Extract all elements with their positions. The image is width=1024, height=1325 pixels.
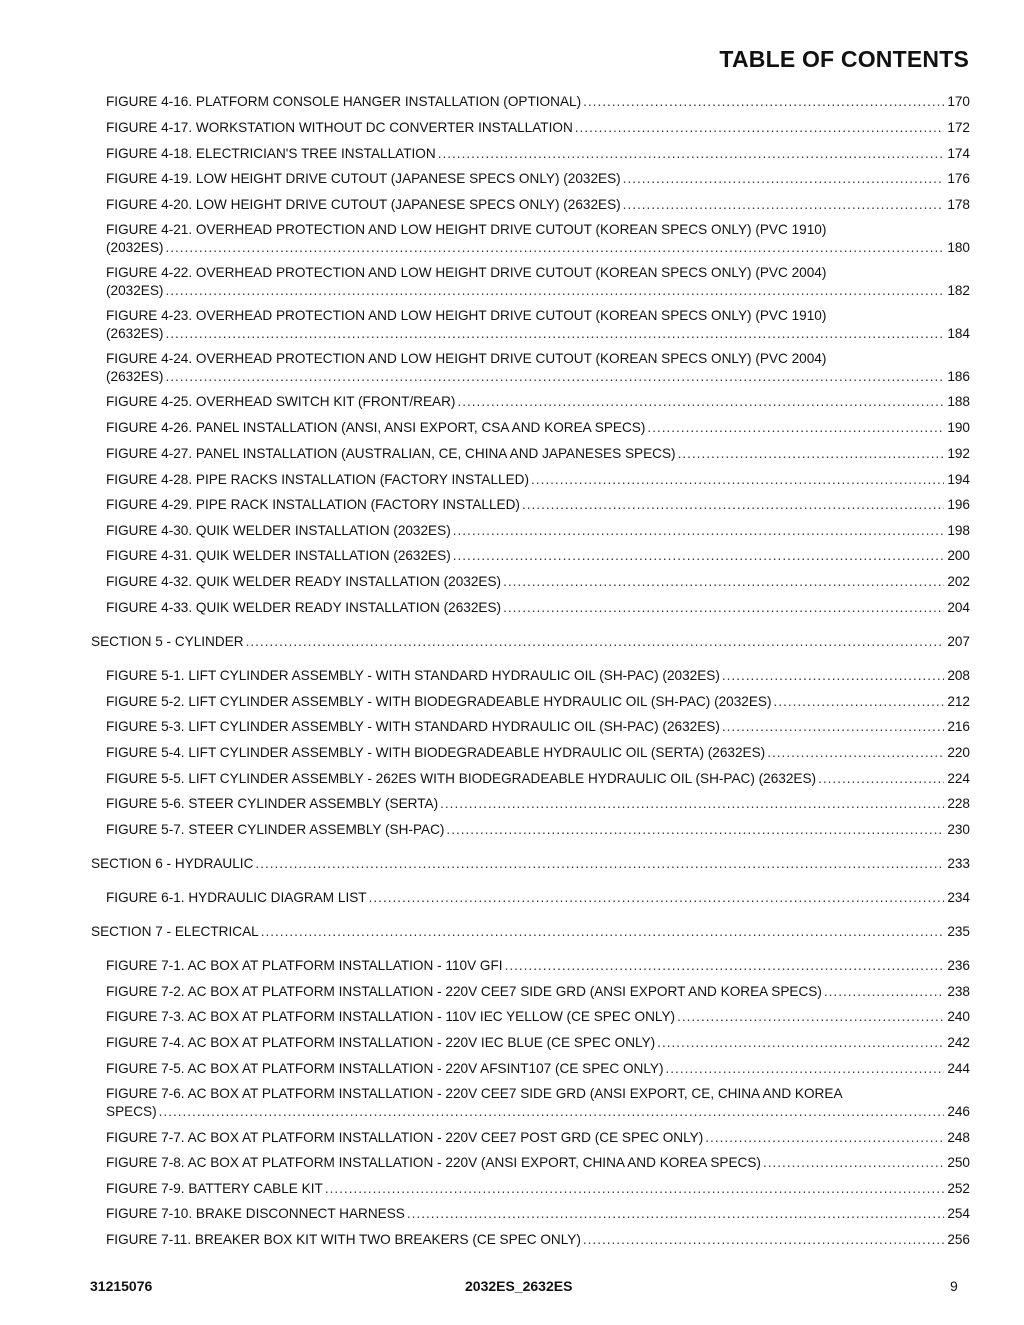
toc-entry-title: FIGURE 6-1. HYDRAULIC DIAGRAM LIST [106, 890, 367, 905]
toc-entry-title: FIGURE 4-18. ELECTRICIAN'S TREE INSTALLATION [106, 146, 436, 161]
toc-entry-page: 207 [947, 634, 970, 649]
toc-figure-entry[interactable] [106, 821, 970, 839]
toc-entry-page: 186 [947, 369, 970, 384]
toc-entry-title: FIGURE 4-16. PLATFORM CONSOLE HANGER INSTALLATION (OPTIONAL) [106, 94, 582, 109]
toc-figure-entry[interactable] [106, 1008, 970, 1026]
leader-dots [705, 1129, 944, 1147]
toc-entry-title: FIGURE 5-4. LIFT CYLINDER ASSEMBLY - WITH BIODEGRADEABLE HYDRAULIC OIL (SERTA) (2632ES) [106, 745, 766, 760]
toc-entry-page: 200 [947, 548, 970, 563]
leader-dots [505, 957, 945, 975]
toc-entry-title: FIGURE 7-4. AC BOX AT PLATFORM INSTALLATION - 220V IEC BLUE (CE SPEC ONLY) [106, 1035, 656, 1050]
leader-dots [255, 855, 944, 873]
toc-figure-entry[interactable] [106, 770, 970, 788]
toc-entry-title: FIGURE 4-19. LOW HEIGHT DRIVE CUTOUT (JAPANESE SPECS ONLY) (2032ES) [106, 171, 621, 186]
toc-entry-title: SECTION 7 - ELECTRICAL [91, 924, 259, 939]
toc-entry-page: 230 [947, 822, 970, 837]
leader-dots [575, 119, 945, 137]
toc-entry-page: 202 [947, 574, 970, 589]
toc-entry-title: FIGURE 4-29. PIPE RACK INSTALLATION (FACTORY INSTALLED) [106, 497, 520, 512]
toc-entry-title: FIGURE 7-3. AC BOX AT PLATFORM INSTALLATION - 110V IEC YELLOW (CE SPEC ONLY) [106, 1009, 676, 1024]
toc-entry-title-line1: FIGURE 4-24. OVERHEAD PROTECTION AND LOW HEIGHT DRIVE CUTOUT (KOREAN SPECS ONLY) (PVC 2004) [106, 351, 827, 366]
toc-figure-entry[interactable] [106, 1154, 970, 1172]
toc-figure-entry[interactable] [106, 496, 970, 514]
leader-dots [623, 196, 945, 214]
toc-entry-page: 184 [947, 326, 970, 341]
toc-entry-title: FIGURE 4-20. LOW HEIGHT DRIVE CUTOUT (JAPANESE SPECS ONLY) (2632ES) [106, 197, 621, 212]
leader-dots [722, 667, 944, 685]
toc-figure-entry[interactable] [106, 983, 970, 1001]
toc-entry-page: 178 [947, 197, 970, 212]
toc-figure-entry[interactable] [106, 119, 970, 137]
toc-figure-entry[interactable] [106, 718, 970, 736]
toc-figure-entry[interactable] [106, 1034, 970, 1052]
leader-dots [677, 1008, 944, 1026]
toc-entry-page: 194 [947, 472, 970, 487]
footer-model: 2032ES_2632ES [465, 1278, 573, 1294]
toc-section-entry[interactable] [91, 633, 970, 651]
leader-dots [583, 1231, 944, 1249]
leader-dots [159, 1103, 945, 1121]
leader-dots [325, 1180, 945, 1198]
footer-page-number: 9 [950, 1278, 958, 1294]
toc-figure-entry[interactable] [106, 693, 970, 711]
toc-section-entry[interactable] [91, 855, 970, 873]
toc-entry-title: FIGURE 5-3. LIFT CYLINDER ASSEMBLY - WITH STANDARD HYDRAULIC OIL (SH-PAC) (2632ES) [106, 719, 720, 734]
toc-entry-title: FIGURE 4-33. QUIK WELDER READY INSTALLATION (2632ES) [106, 600, 502, 615]
toc-figure-entry[interactable] [106, 1231, 970, 1249]
toc-figure-entry[interactable] [106, 795, 970, 813]
toc-entry-page: 238 [947, 984, 970, 999]
toc-entry-page: 170 [947, 94, 970, 109]
leader-dots [165, 325, 944, 343]
toc-entry-title-line1: FIGURE 4-22. OVERHEAD PROTECTION AND LOW HEIGHT DRIVE CUTOUT (KOREAN SPECS ONLY) (PVC 2004) [106, 265, 827, 280]
toc-entry-title: FIGURE 5-5. LIFT CYLINDER ASSEMBLY - 262ES WITH BIODEGRADEABLE HYDRAULIC OIL (SH-PAC) (2632ES) [106, 771, 817, 786]
toc-entry-page: 240 [947, 1009, 970, 1024]
toc-entry-title: FIGURE 7-8. AC BOX AT PLATFORM INSTALLATION - 220V (ANSI EXPORT, CHINA AND KOREA SPECS) [106, 1155, 761, 1170]
toc-entry-page: 224 [947, 771, 970, 786]
toc-figure-entry[interactable] [106, 350, 970, 386]
footer-doc-number: 31215076 [90, 1278, 153, 1294]
toc-figure-entry[interactable] [106, 307, 970, 343]
leader-dots [438, 145, 945, 163]
leader-dots [369, 889, 945, 907]
leader-dots [453, 547, 945, 565]
toc-entry-title: SPECS) [106, 1104, 157, 1119]
toc-figure-entry[interactable] [106, 170, 970, 188]
toc-entry-page: 234 [947, 890, 970, 905]
leader-dots [824, 983, 944, 1001]
toc-entry-page: 176 [947, 171, 970, 186]
toc-figure-entry[interactable] [106, 264, 970, 300]
leader-dots [165, 239, 944, 257]
leader-dots [261, 923, 945, 941]
leader-dots [531, 471, 944, 489]
toc-entry-title: FIGURE 7-5. AC BOX AT PLATFORM INSTALLATION - 220V AFSINT107 (CE SPEC ONLY) [106, 1061, 664, 1076]
leader-dots [440, 795, 944, 813]
leader-dots [818, 770, 944, 788]
toc-entry-page: 250 [947, 1155, 970, 1170]
toc-figure-entry[interactable] [106, 667, 970, 685]
toc-entry-title-line1: FIGURE 4-21. OVERHEAD PROTECTION AND LOW HEIGHT DRIVE CUTOUT (KOREAN SPECS ONLY) (PVC 1910) [106, 222, 827, 237]
toc-entry-title: (2032ES) [106, 240, 164, 255]
leader-dots [503, 599, 944, 617]
toc-entry-title: FIGURE 4-25. OVERHEAD SWITCH KIT (FRONT/REAR) [106, 394, 456, 409]
toc-figure-entry[interactable] [106, 1129, 970, 1147]
leader-dots [722, 718, 944, 736]
toc-figure-entry[interactable] [106, 522, 970, 540]
toc-figure-entry[interactable] [106, 957, 970, 975]
toc-entry-title: FIGURE 7-1. AC BOX AT PLATFORM INSTALLATION - 110V GFI [106, 958, 503, 973]
toc-entry-title: FIGURE 4-27. PANEL INSTALLATION (AUSTRALIAN, CE, CHINA AND JAPANESES SPECS) [106, 446, 676, 461]
leader-dots [165, 282, 944, 300]
toc-entry-title: FIGURE 4-31. QUIK WELDER INSTALLATION (2632ES) [106, 548, 451, 563]
leader-dots [678, 445, 945, 463]
toc-entry-page: 236 [947, 958, 970, 973]
toc-entry-title: SECTION 5 - CYLINDER [91, 634, 244, 649]
toc-entry-page: 252 [947, 1181, 970, 1196]
toc-figure-entry[interactable] [106, 1180, 970, 1198]
leader-dots [657, 1034, 944, 1052]
leader-dots [453, 522, 945, 540]
toc-entry-page: 172 [947, 120, 970, 135]
toc-entry-title-line1: FIGURE 4-23. OVERHEAD PROTECTION AND LOW HEIGHT DRIVE CUTOUT (KOREAN SPECS ONLY) (PVC 1910) [106, 308, 827, 323]
leader-dots [623, 170, 945, 188]
toc-figure-entry[interactable] [106, 744, 970, 762]
toc-entry-title: FIGURE 5-1. LIFT CYLINDER ASSEMBLY - WITH STANDARD HYDRAULIC OIL (SH-PAC) (2032ES) [106, 668, 720, 683]
toc-entry-page: 228 [947, 796, 970, 811]
toc-entry-page: 248 [947, 1130, 970, 1145]
toc-entry-page: 244 [947, 1061, 970, 1076]
toc-entry-title: FIGURE 5-7. STEER CYLINDER ASSEMBLY (SH-PAC) [106, 822, 445, 837]
toc-figure-entry[interactable] [106, 573, 970, 591]
toc-entry-title: FIGURE 7-9. BATTERY CABLE KIT [106, 1181, 323, 1196]
toc-entry-page: 174 [947, 146, 970, 161]
toc-entry-page: 220 [947, 745, 970, 760]
toc-entry-page: 190 [947, 420, 970, 435]
leader-dots [763, 1154, 944, 1172]
toc-entry-title: (2632ES) [106, 326, 164, 341]
toc-figure-entry[interactable] [106, 93, 970, 111]
toc-entry-title: FIGURE 4-30. QUIK WELDER INSTALLATION (2032ES) [106, 523, 451, 538]
toc-entry-title: FIGURE 5-6. STEER CYLINDER ASSEMBLY (SERTA) [106, 796, 439, 811]
toc-entry-page: 180 [947, 240, 970, 255]
leader-dots [503, 573, 944, 591]
toc-entry-title: (2632ES) [106, 369, 164, 384]
toc-entry-title: FIGURE 4-26. PANEL INSTALLATION (ANSI, ANSI EXPORT, CSA AND KOREA SPECS) [106, 420, 646, 435]
toc-figure-entry[interactable] [106, 393, 970, 411]
toc-entry-page: 196 [947, 497, 970, 512]
toc-entry-title: FIGURE 7-7. AC BOX AT PLATFORM INSTALLATION - 220V CEE7 POST GRD (CE SPEC ONLY) [106, 1130, 704, 1145]
toc-entry-title: FIGURE 7-2. AC BOX AT PLATFORM INSTALLATION - 220V CEE7 SIDE GRD (ANSI EXPORT AND KOREA SPECS) [106, 984, 822, 999]
toc-entry-page: 208 [947, 668, 970, 683]
toc-entry-page: 242 [947, 1035, 970, 1050]
toc-entry-page: 256 [947, 1232, 970, 1247]
leader-dots [407, 1205, 944, 1223]
toc-entry-title: FIGURE 7-11. BREAKER BOX KIT WITH TWO BREAKERS (CE SPEC ONLY) [106, 1232, 581, 1247]
toc-figure-entry[interactable] [106, 145, 970, 163]
toc-entry-page: 188 [947, 394, 970, 409]
toc-entry-title: FIGURE 4-17. WORKSTATION WITHOUT DC CONVERTER INSTALLATION [106, 120, 573, 135]
leader-dots [457, 393, 944, 411]
toc-entry-title: SECTION 6 - HYDRAULIC [91, 856, 254, 871]
leader-dots [522, 496, 944, 514]
toc-figure-entry[interactable] [106, 1205, 970, 1223]
toc-entry-title: FIGURE 7-10. BRAKE DISCONNECT HARNESS [106, 1206, 405, 1221]
toc-figure-entry[interactable] [106, 471, 970, 489]
toc-entry-page: 192 [947, 446, 970, 461]
toc-figure-entry[interactable] [106, 1085, 970, 1121]
toc-figure-entry[interactable] [106, 196, 970, 214]
toc-entry-page: 233 [947, 856, 970, 871]
leader-dots [767, 744, 944, 762]
toc-entry-page: 254 [947, 1206, 970, 1221]
toc-figure-entry[interactable] [106, 599, 970, 617]
toc-figure-entry[interactable] [106, 221, 970, 257]
toc-entry-page: 246 [947, 1104, 970, 1119]
toc-entry-title: FIGURE 4-32. QUIK WELDER READY INSTALLATION (2032ES) [106, 574, 502, 589]
toc-entry-title-line1: FIGURE 7-6. AC BOX AT PLATFORM INSTALLATION - 220V CEE7 SIDE GRD (ANSI EXPORT, CE, CHINA AND KOREA [106, 1086, 843, 1101]
toc-entry-page: 182 [947, 283, 970, 298]
toc-entry-title: (2032ES) [106, 283, 164, 298]
leader-dots [246, 633, 945, 651]
toc-entry-title: FIGURE 4-28. PIPE RACKS INSTALLATION (FACTORY INSTALLED) [106, 472, 530, 487]
toc-section-entry[interactable] [91, 923, 970, 941]
leader-dots [165, 368, 944, 386]
toc-entry-page: 212 [947, 694, 970, 709]
toc-figure-entry[interactable] [106, 1060, 970, 1078]
leader-dots [583, 93, 944, 111]
toc-entry-title: FIGURE 5-2. LIFT CYLINDER ASSEMBLY - WITH BIODEGRADEABLE HYDRAULIC OIL (SH-PAC) (2032ES) [106, 694, 772, 709]
leader-dots [774, 693, 945, 711]
toc-figure-entry[interactable] [106, 547, 970, 565]
leader-dots [446, 821, 944, 839]
toc-entry-page: 198 [947, 523, 970, 538]
toc-figure-entry[interactable] [106, 445, 970, 463]
page-title: TABLE OF CONTENTS [719, 46, 969, 72]
toc-entry-page: 204 [947, 600, 970, 615]
toc-entry-page: 235 [947, 924, 970, 939]
toc-figure-entry[interactable] [106, 889, 970, 907]
toc-entry-page: 216 [947, 719, 970, 734]
leader-dots [666, 1060, 945, 1078]
toc-figure-entry[interactable] [106, 419, 970, 437]
leader-dots [647, 419, 944, 437]
